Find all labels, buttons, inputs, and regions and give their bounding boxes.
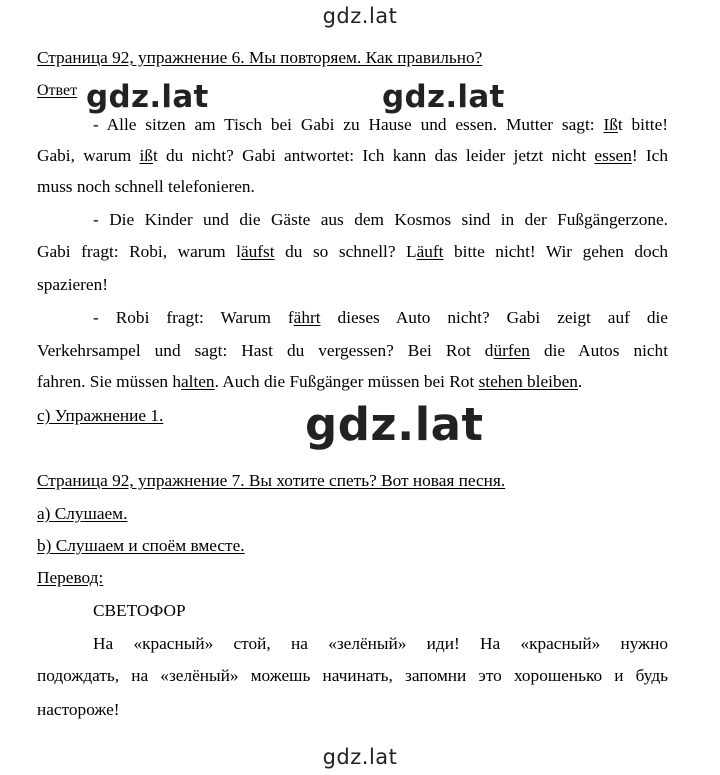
answer-label: Ответ [37,82,78,99]
p2-line-2: Gabi fragt: Robi, warum läufst du so schnell? Läuft bitte nicht! Wir gehen doch [37,242,669,261]
translation-label: Перевод: [37,568,104,587]
item-b: b) Слушаем и споём вместе. [37,536,245,555]
p3-line-3: fahren. Sie müssen halten. Auch die Fußgänger müssen bei Rot stehen bleiben. [37,372,583,391]
p2-line-1: - Die Kinder und die Gäste aus dem Kosmos sind in der Fußgängerzone. [93,210,668,229]
item-a: a) Слушаем. [37,504,128,523]
exercise-6-heading: Страница 92, упражнение 6. Мы повторяем. Как правильно? [37,48,483,67]
song-line-3: настороже! [37,700,120,719]
song-line-2: подождать, на «зелёный» можешь начинать, запомни это хорошенько и будь [37,666,668,685]
p1-line-2: Gabi, warum ißt du nicht? Gabi antwortet: Ich kann das leider jetzt nicht essen! Ich [37,146,668,165]
p1-line-1: - Alle sitzen am Tisch bei Gabi zu Hause und essen. Mutter sagt: Ißt bitte! [93,115,668,134]
watermark-top: gdz.lat [322,4,398,28]
p3-line-1: - Robi fragt: Warum fährt dieses Auto nicht? Gabi zeigt auf die [93,308,668,327]
exercise-7-heading: Страница 92, упражнение 7. Вы хотите спеть? Вот новая песня. [37,471,506,490]
item-c: c) Упражнение 1. [37,406,164,425]
watermark-bottom: gdz.lat [322,745,398,769]
p3-line-2: Verkehrsampel und sagt: Hast du vergessen? Bei Rot dürfen die Autos nicht [37,341,668,360]
p2-line-3: spazieren! [37,275,108,294]
watermark-center: gdz.lat [305,398,484,451]
song-title: СВЕТОФОР [93,601,186,620]
watermark-inline-1: gdz.lat [86,79,209,115]
watermark-inline-2: gdz.lat [382,79,505,115]
song-line-1: На «красный» стой, на «зелёный» иди! На «красный» нужно [93,634,668,653]
p1-line-3: muss noch schnell telefonieren. [37,177,255,196]
